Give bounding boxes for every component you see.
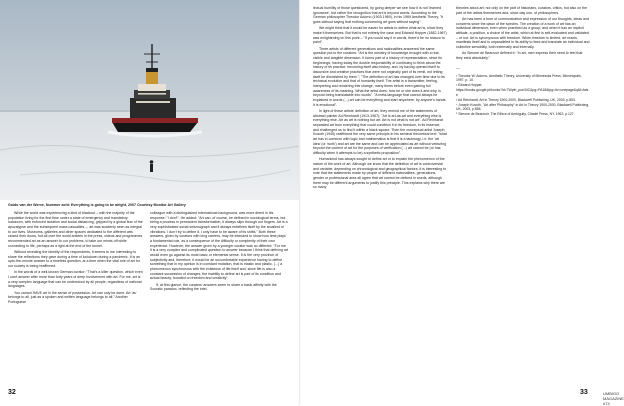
paragraph: If, at first glance, the curators' answers seem to share a basic affinity with the Socratic paradox, reflecting the intel- (150, 282, 277, 292)
endnotes (456, 74, 590, 117)
paragraph: colleague with a distinguished international background, was more direct in his response: "I don't". He added: "Art can, of course, be defined in sociological terms, but being a process in permanent transformation, it always slips through our fingers. Art is a very sophisticated social seismograph and it always redefines itself by the smallest of vibrations. I don't try to define it, I only have to be aware of its shifts." Both these answers, given by curators with long careers, may be intended to show how time plays a fundamental role, as a consequence of the difficulty or complexity of their own experience. However, the answer given by a younger curator was no different: "For me it is a very complex and complicated question to answer because I think that defining art would even go against its most basic or elemental sense. It is the very province of subjectivity and, therefore, it would be an uncomfortable experience having to define something that in my opinion is in constant mutation, that is elastic and plastic, (...) a phenomenon synchronous with the existence of life itself and, since life is also a constant succession of changes, the inability to define art is part of its condition and actual beauty, founded on freedom and creativity". (150, 211, 289, 281)
paragraph: We might think that it would be easier for artists to define what art is, since they make it themselves. But that is not entirely the case and Edward Hopper (1882-1967) was enlightening on this point – "If you could say it in words, there'd be no reason to paint". (313, 26, 447, 45)
paragraph: Humankind has always sought to define art or to explain the phenomenon of the nature of the work of art. Although we know that the definition of art is controversial and variable, depending on chronological and geographical factors, it is interesting to note that the statements made by people of different nationalities, generations, gender or professional area all agree that art cannot be defined in words, although there may be different arguments to justify this principle. This explains why there are so many (313, 157, 447, 190)
paragraph: Art has been a form of communication and expression of our thoughts, ideas and concerns since the dawn of the species. The creation of a work of art has an individual dimension, even when practiced as a group; and when it has an implicit attitude, a position, a choice of the artist, which at first is self-evaluated and validated – or not. Art is synonymous with freedom. When freedom is limited, art reacts, manifests itself and is unparalleled in its ability to feed and translate an individual and collective sensibility, both externally and internally. (456, 16, 590, 49)
right-column-1 (313, 6, 447, 386)
paragraph: Three artists of different generations and nationalities answered the same question put to the curators: "Art is the ministry of knowledge brought with a real, visible and tangible dimension. It forms part of a history of representation, since its beginnings, having today the double responsibility of continuing to think about the history of its practice, becoming itself also history, and, by having opened itself to discursive and creative practices that were not originally part of its remit, not letting itself be diminished by them."; "The definition of art has changed over time due to its technical evolution and that of humanity itself. The artist is a transmitter, feeling, interpreting and rendering this change, many times before even gaining full awareness of its meaning. What the artist does, how he or she does it and why, is beyond being translatable into words". "A meta-language that cannot always be explained in words (...) art can be everything and start anywhere, by anyone's hands. It is emotional". (313, 46, 447, 107)
right-page (300, 0, 624, 406)
paragraph: You cannot HAVE art in the sense of possession. Art can only be done. Art 'as' belongs to all, just as a spoken and written language belongs to all." Another Portuguese (8, 290, 137, 304)
paragraph: While the world was experiencing a kind of blackout – with the majority of the population living for the first time under a state of emergency and mandatory lockdown, with enforced isolation and social distancing, gripped by a global fear of the apocalypse and the subsequent mass casualties –, art was suddenly seen as integral to our lives. Museums, galleries and other spaces dedicated to the different arts closed their doors, but all over the world articles in the press, videos and programmes recommended art as an answer to our problems, to take our minds off while connecting to life, perhaps as a light at the end of the tunnel. (8, 211, 143, 248)
right-column-2 (456, 6, 590, 386)
endnote: ⁵ Simone de Beauvoir, The Ethics of Ambiguity, Citadel Press, NY, 1962, p.127. (456, 112, 575, 117)
left-column-2 (150, 211, 288, 381)
icebreaker-photo (0, 0, 300, 200)
paragraph: lectual humility of those questioned, by going deeper we see how it is not 'learned ignorance', but rather the recognition that art is beyond words. According to the German philosopher Theodor Adorno (1903-1969), in his 1969 Aesthetic Theory, "it goes without saying that nothing concerning art goes without saying". (313, 6, 444, 25)
paragraph: Without revealing the identity of the respondents, it seems to me interesting to share the reflections they gave during a time of lockdown during a pandemic. It is an upto-the-minute answer to a timeless question, at a time when the vital role of art for our society is being reaffirmed. (8, 249, 141, 268)
paragraph: In the words of a well-known German curator: "That's a killer question, which even I can't answer after more than forty years of deep involvement with art. For me, art is a very complex language that can be understood by all people, regardless of national languages. (8, 270, 143, 289)
endnote-link[interactable]: https://books.google.pt/books?id=7Wpfn_pue34C&pg=PA18&lpg=#v=onepage&q&f=false (456, 88, 589, 97)
magazine-label: UMBIGO MAGAZINE #74 (603, 391, 624, 406)
paragraph: theories about art: not only on the part of historians, curators, critics, but also on the part of the artists themselves and, since day one, of philosophers. (456, 6, 588, 15)
left-column-1 (8, 211, 143, 381)
endnote: ² Edward Hopper, (456, 83, 483, 88)
page-number-left: 32 (8, 389, 16, 396)
cover-photo (0, 0, 300, 200)
endnote: ³ Ad Reinhardt, Art in Theory 1900-2000, Blackwell Publishing, UK, 2003, p.853. (456, 97, 576, 102)
notes-separator: — (456, 64, 460, 70)
page-number-right: 33 (580, 389, 588, 396)
endnote: ¹ Theodor W. Adorno, Aesthetic Theory, University of Minnesota Press, Minneapolis, 1997, p. 10. (456, 73, 582, 83)
photo-caption: Guido van der Werve, Nummer acht: Everything is going to be alright, 2007 Courtesy Monitor Art Gallery (8, 203, 186, 207)
endnote: ⁴ Joseph Kosuth, "Art after Philosophy" in Art in Theory 1900-2000, Blackwell Publishing, UK, 2003, p.855. (456, 102, 590, 112)
left-page (0, 0, 300, 405)
paragraph: In light of these artists' definition of art, they remind me of the statements of abstract painter Ad Reinhardt (1913-1967): "Art is art-as-art and everything else is everything else. Art as art is nothing but art. Art is not what is not art". Ad Reinhardt separated art from everything that could condition it in its freedom, in its essence, and challenged us to find it within a black square. Then the conceptual artist Joseph Kosuth (1945) reaffirmed the very same principle in his seminal theoretical text: "what art has in common with logic and mathematics is that it is a tautology, i.e. the 'art idea' (or 'work') and art are the same and can be appreciated as art without venturing beyond the context of art for the purposes of verification (...) art cannot be (or has difficulty when it attempts to be) a synthetic proposition". (313, 108, 447, 155)
paragraph: As Simone de Beauvoir defined it: "In art, men express their need to feel that they exist absolutely." (456, 51, 583, 60)
